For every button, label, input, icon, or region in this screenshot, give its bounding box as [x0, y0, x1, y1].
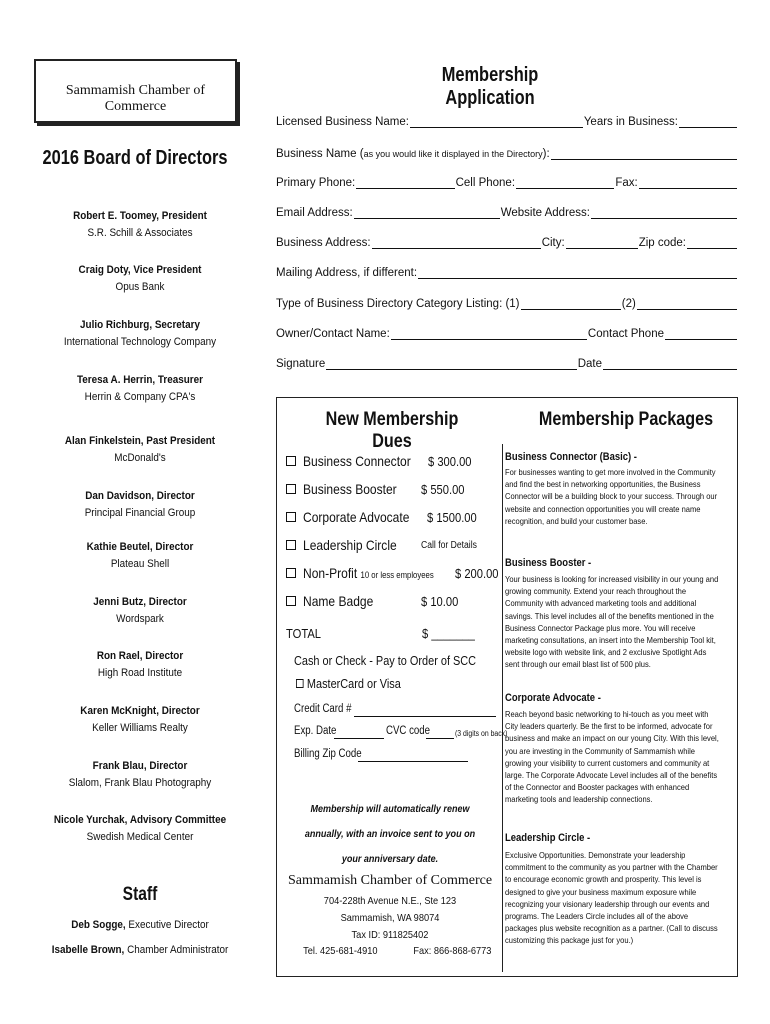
chamber-logo-text: Sammamish Chamber of Commerce	[65, 83, 206, 114]
licensed-business-name-label: Licensed Business Name:	[276, 116, 409, 128]
row-phones	[276, 171, 738, 189]
business-name-label: Business Name (as you would like it displayed in the Directory):	[276, 148, 550, 160]
row-address	[276, 231, 738, 249]
billing-zip-label: Billing Zip Code	[294, 748, 362, 760]
footer-org-name: Sammamish Chamber of Commerce	[287, 873, 493, 888]
renewal-note: Membership will automatically renew annually, with an invoice sent to you on your anniversary date.	[304, 803, 476, 865]
checkbox-icon[interactable]	[296, 679, 304, 688]
member-org: High Road Institute	[97, 667, 183, 679]
member-org: International Technology Company	[63, 336, 217, 348]
row-directory-name	[276, 142, 738, 160]
cvc-label: CVC code	[386, 725, 431, 737]
mailing-address-label: Mailing Address, if different:	[276, 267, 418, 279]
board-member	[0, 703, 280, 737]
row-email	[276, 201, 738, 219]
credit-card-field[interactable]	[354, 716, 496, 717]
dues-title: New Membership Dues	[325, 409, 459, 452]
member-name: Ron Rael, Director	[96, 650, 184, 662]
footer-fax: Fax: 866-868-6773	[413, 945, 492, 957]
board-member	[0, 208, 280, 242]
package-title: Business Connector (Basic) -	[505, 451, 637, 463]
dues-item-name: Name Badge	[303, 593, 374, 609]
footer-tax-id: Tax ID: 911825402	[351, 929, 429, 941]
member-org: Opus Bank	[115, 281, 165, 293]
signature-label: Signature	[276, 358, 326, 370]
member-org: Swedish Medical Center	[86, 831, 194, 843]
package-title: Business Booster -	[505, 557, 592, 569]
member-name: Nicole Yurchak, Advisory Committee	[53, 814, 227, 826]
business-name-field[interactable]	[551, 148, 737, 160]
board-title: 2016 Board of Directors	[42, 147, 228, 169]
dues-item-leadership-circle[interactable]	[286, 535, 496, 555]
checkbox-icon[interactable]	[286, 456, 296, 466]
staff-role: Chamber Administrator	[124, 944, 229, 956]
staff-role: Executive Director	[125, 919, 209, 931]
dues-item-name: Business Connector	[303, 453, 411, 469]
staff-title: Staff	[122, 884, 158, 905]
dues-item-price: Call for Details	[421, 539, 477, 551]
date-field[interactable]	[603, 358, 737, 370]
total-field[interactable]: $ _______	[422, 626, 475, 641]
contact-phone-label: Contact Phone	[587, 328, 664, 340]
fax-label: Fax:	[615, 177, 638, 189]
fax-field[interactable]	[639, 177, 737, 189]
city-field[interactable]	[566, 237, 638, 249]
chamber-logo-box	[34, 59, 237, 123]
packages-title: Membership Packages	[538, 409, 714, 430]
checkbox-icon[interactable]	[286, 540, 296, 550]
dues-item-price: $ 1500.00	[426, 509, 477, 525]
footer-telephone: Tel. 425-681-4910	[303, 945, 378, 957]
email-label: Email Address:	[276, 207, 353, 219]
zip-field[interactable]	[687, 237, 737, 249]
board-member	[0, 372, 280, 406]
dues-item-name-badge[interactable]	[286, 591, 496, 611]
signature-field[interactable]	[326, 358, 576, 370]
board-member	[0, 812, 280, 846]
directory-category-2-field[interactable]	[637, 298, 737, 310]
dues-item-business-connector[interactable]	[286, 451, 496, 471]
licensed-business-name-field[interactable]	[410, 116, 583, 128]
email-field[interactable]	[354, 207, 500, 219]
cvc-field[interactable]	[426, 738, 454, 739]
staff-name: Deb Sogge,	[71, 919, 126, 931]
total-label: TOTAL	[286, 626, 322, 641]
board-member	[0, 488, 280, 522]
board-member	[0, 317, 280, 351]
contact-phone-field[interactable]	[665, 328, 737, 340]
member-name: Julio Richburg, Secretary	[80, 319, 200, 331]
dues-item-price: $ 550.00	[421, 481, 465, 497]
dues-divider	[502, 444, 503, 972]
row-directory-category	[276, 292, 738, 310]
checkbox-icon[interactable]	[286, 568, 296, 578]
checkbox-icon[interactable]	[286, 484, 296, 494]
dues-item-note: 10 or less employees	[360, 570, 434, 580]
dues-item-name: Leadership Circle	[303, 537, 397, 553]
application-title: Membership Application	[441, 64, 539, 109]
member-name: Karen McKnight, Director	[80, 705, 200, 717]
dues-item-name: Business Booster	[303, 481, 397, 497]
footer-address: 704-228th Avenue N.E., Ste 123	[323, 895, 457, 907]
checkbox-icon[interactable]	[286, 596, 296, 606]
directory-category-label: Type of Business Directory Category Listing: (1)	[276, 298, 520, 310]
board-member	[0, 594, 280, 628]
member-name: Alan Finkelstein, Past President	[64, 435, 216, 447]
row-business-name	[276, 110, 738, 128]
dues-item-corporate-advocate[interactable]	[286, 507, 496, 527]
member-name: Jenni Butz, Director	[93, 596, 187, 608]
checkbox-icon[interactable]	[286, 512, 296, 522]
member-org: Herrin & Company CPA's	[84, 391, 196, 403]
dues-item-price: $ 200.00	[454, 565, 499, 581]
staff-name: Isabelle Brown,	[51, 944, 125, 956]
website-label: Website Address:	[500, 207, 590, 219]
package-title: Leadership Circle -	[505, 832, 591, 844]
dues-item-name: Non-Profit 10 or less employees	[303, 565, 434, 581]
cell-phone-field[interactable]	[516, 177, 614, 189]
member-org: Plateau Shell	[110, 558, 170, 570]
dues-item-business-booster[interactable]	[286, 479, 496, 499]
board-member	[0, 648, 280, 682]
footer-city: Sammamish, WA 98074	[340, 912, 440, 924]
staff-member	[14, 944, 266, 956]
board-member	[0, 539, 280, 573]
package-title: Corporate Advocate -	[505, 692, 601, 704]
directory-category-1-field[interactable]	[521, 298, 621, 310]
board-member	[0, 758, 280, 792]
exp-date-label: Exp. Date	[294, 725, 337, 737]
exp-date-field[interactable]	[334, 738, 384, 739]
primary-phone-label: Primary Phone:	[276, 177, 356, 189]
member-org: Slalom, Frank Blau Photography	[68, 777, 212, 789]
member-org: McDonald's	[114, 452, 166, 464]
member-name: Frank Blau, Director	[92, 760, 188, 772]
package-description: Exclusive Opportunities. Demonstrate your leadership commitment to the community as you partner with the Chamber to encourage economic growth and prosperity. This level is designed to give your business maximum exposure while recognizing your visionary leadership through our events and programs. The Leaders Circle includes all of the above packages plus website recognition as a partner. (Call to discuss customizing this package just for you.)	[505, 850, 718, 946]
row-signature	[276, 352, 738, 370]
board-member	[0, 433, 280, 467]
directory-category-2-label: (2)	[621, 298, 636, 310]
member-name: Craig Doty, Vice President	[78, 264, 202, 276]
member-org: Wordspark	[116, 613, 164, 625]
package-description: Reach beyond basic networking to hi-touch as you meet with City leaders quarterly. Be the first to be informed, advocate for business and make an impact on our young City. With this level, you are investing in the Community of Sammamish while growing your visibility to current customers and community at large. The Corporate Advocate Level includes all of the benefits of the Connector and Booster packages with enhanced marketing tools and leadership connections.	[505, 709, 719, 805]
row-mailing	[276, 261, 738, 279]
row-owner	[276, 322, 738, 340]
city-label: City:	[541, 237, 565, 249]
website-field[interactable]	[591, 207, 737, 219]
business-address-label: Business Address:	[276, 237, 371, 249]
member-org: S.R. Schill & Associates	[87, 227, 193, 239]
member-name: Dan Davidson, Director	[85, 490, 195, 502]
package-description: For businesses wanting to get more involved in the Community and find the best in networking opportunities, the Business Connector will be a building block to your success. Through our website and connection opportunities you will create name recognition, and build your customer base.	[505, 467, 718, 526]
payment-card-option[interactable]: MasterCard or Visa	[296, 676, 401, 691]
zip-label: Zip code:	[638, 237, 686, 249]
billing-zip-field[interactable]	[358, 761, 468, 762]
credit-card-label: Credit Card #	[294, 703, 352, 715]
board-member	[0, 262, 280, 296]
member-org: Principal Financial Group	[84, 507, 196, 519]
primary-phone-field[interactable]	[356, 177, 454, 189]
payment-check-label: Cash or Check - Pay to Order of SCC	[294, 653, 477, 668]
member-org: Keller Williams Realty	[92, 722, 188, 734]
member-name: Robert E. Toomey, President	[73, 210, 207, 222]
cell-phone-label: Cell Phone:	[455, 177, 516, 189]
business-address-field[interactable]	[372, 237, 541, 249]
mailing-address-field[interactable]	[418, 267, 737, 279]
member-name: Kathie Beutel, Director	[86, 541, 194, 553]
dues-item-price: $ 300.00	[428, 453, 472, 469]
owner-contact-label: Owner/Contact Name:	[276, 328, 390, 340]
dues-item-non-profit[interactable]	[286, 563, 499, 583]
years-in-business-label: Years in Business:	[583, 116, 678, 128]
cvc-note: (3 digits on back)	[455, 729, 508, 738]
dues-item-price: $ 10.00	[421, 593, 459, 609]
business-name-note: as you would like it displayed in the Directory	[363, 149, 543, 159]
package-description: Your business is looking for increased visibility in our young and growing community. Extend your reach throughout the Community with advanced marketing tools and additional savings. This level includes all of the benefits mentioned in the Business Connector Package plus more. You will receive marketing consultations, an insert into the Membership Tool kit, website logo with website link, and 2 exclusive Spotlight Ads sent through our email blast list of 500 plus.	[505, 574, 719, 670]
member-name: Teresa A. Herrin, Treasurer	[76, 374, 203, 386]
date-label: Date	[577, 358, 602, 370]
staff-member	[14, 919, 266, 931]
years-in-business-field[interactable]	[679, 116, 737, 128]
owner-contact-field[interactable]	[391, 328, 587, 340]
dues-item-name: Corporate Advocate	[303, 509, 410, 525]
